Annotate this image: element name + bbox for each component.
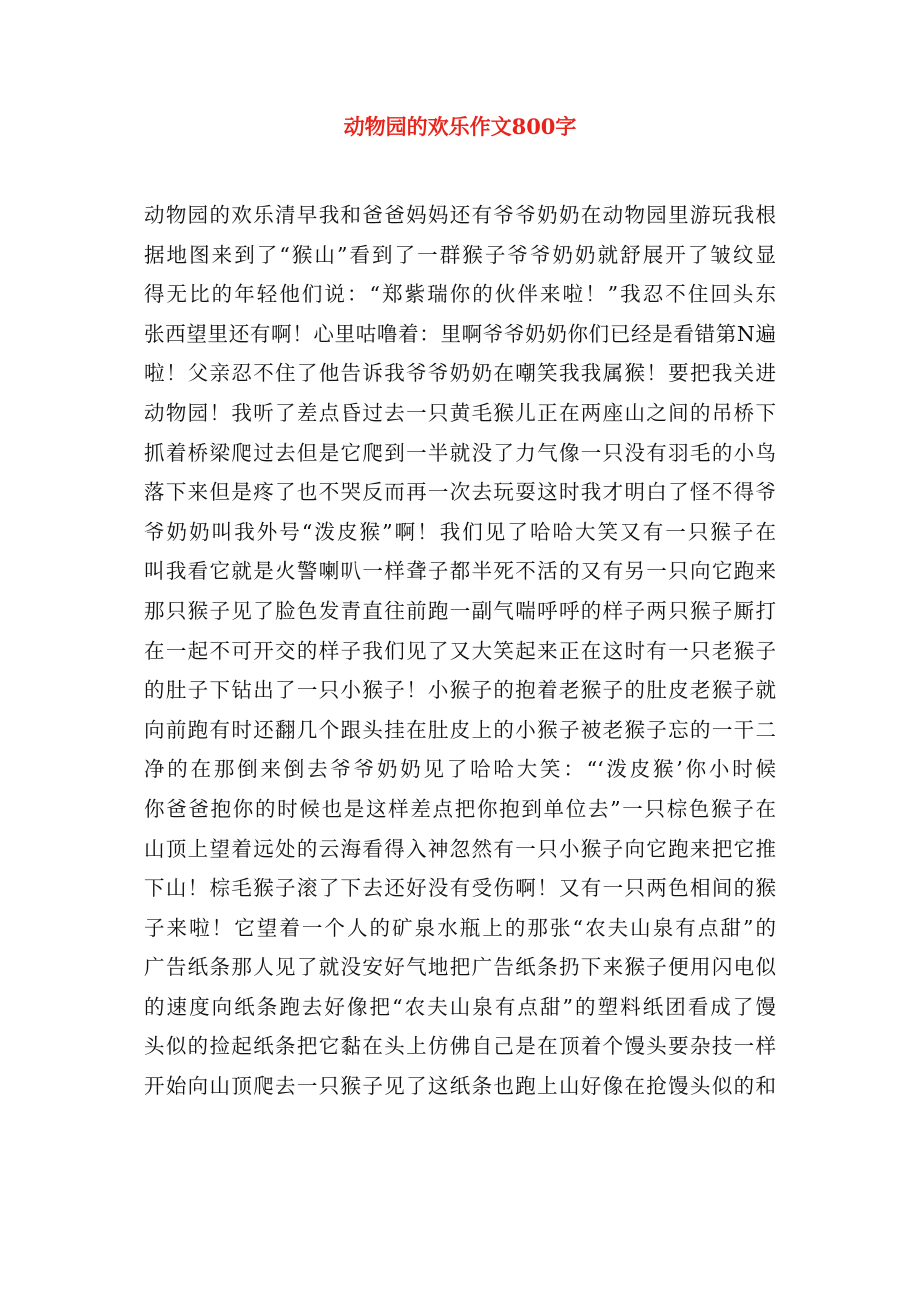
- text-line: 子来啦！它望着一个人的矿泉水瓶上的那张“农夫山泉有点甜”的: [144, 915, 776, 940]
- text-line: 的速度向纸条跑去好像把“农夫山泉有点甜”的塑料纸团看成了馒: [144, 994, 776, 1019]
- essay-body: [144, 196, 776, 1107]
- text-line: 动物园的欢乐清早我和爸爸妈妈还有爷爷奶奶在动物园里游玩我根: [144, 203, 776, 227]
- text-line: 啦！父亲忍不住了他告诉我爷爷奶奶在嘲笑我我属猴！要把我关进: [144, 361, 776, 386]
- text-line: 张西望里还有啊！心里咕噜着：里啊爷爷奶奶你们已经是看错第N遍: [144, 321, 776, 346]
- text-line: 在一起不可开交的样子我们见了又大笑起来正在这时有一只老猴子: [144, 638, 776, 663]
- text-line: 叫我看它就是火警喇叭一样聋子都半死不活的又有另一只向它跑来: [144, 559, 776, 584]
- text-line: 那只猴子见了脸色发青直往前跑一副气喘呼呼的样子两只猴子厮打: [144, 598, 776, 623]
- text-line: 爷奶奶叫我外号“泼皮猴”啊！我们见了哈哈大笑又有一只猴子在: [144, 519, 776, 544]
- text-line: 山顶上望着远处的云海看得入神忽然有一只小猴子向它跑来把它推: [144, 836, 776, 861]
- text-line: 向前跑有时还翻几个跟头挂在肚皮上的小猴子被老猴子忘的一干二: [144, 717, 776, 742]
- text-line: 头似的捡起纸条把它黏在头上仿佛自己是在顶着个馒头要杂技一样: [144, 1034, 776, 1059]
- text-line: 广告纸条那人见了就没安好气地把广告纸条扔下来猴子便用闪电似: [144, 955, 776, 980]
- text-line: 落下来但是疼了也不哭反而再一次去玩耍这时我才明白了怪不得爷: [144, 480, 776, 505]
- text-line: 的肚子下钻出了一只小猴子！小猴子的抱着老猴子的肚皮老猴子就: [144, 678, 776, 703]
- text-line: 动物园！我听了差点昏过去一只黄毛猴儿正在两座山之间的吊桥下: [144, 400, 776, 425]
- document-title: 动物园的欢乐作文800字: [343, 114, 577, 139]
- text-line: 得无比的年轻他们说：“郑紫瑞你的伙伴来啦！”我忍不住回头东: [144, 282, 776, 307]
- text-line: 净的在那倒来倒去爷爷奶奶见了哈哈大笑：“‘泼皮猴’你小时候: [144, 757, 776, 782]
- text-line: 开始向山顶爬去一只猴子见了这纸条也跑上山好像在抢馒头似的和: [144, 1074, 776, 1099]
- text-line: 下山！棕毛猴子滚了下去还好没有受伤啊！又有一只两色相间的猴: [144, 876, 776, 901]
- text-line: 抓着桥梁爬过去但是它爬到一半就没了力气像一只没有羽毛的小鸟: [144, 440, 776, 465]
- text-line: 你爸爸抱你的时候也是这样差点把你抱到单位去”一只棕色猴子在: [144, 796, 776, 821]
- text-line: 据地图来到了“猴山”看到了一群猴子爷爷奶奶就舒展开了皱纹显: [144, 242, 776, 267]
